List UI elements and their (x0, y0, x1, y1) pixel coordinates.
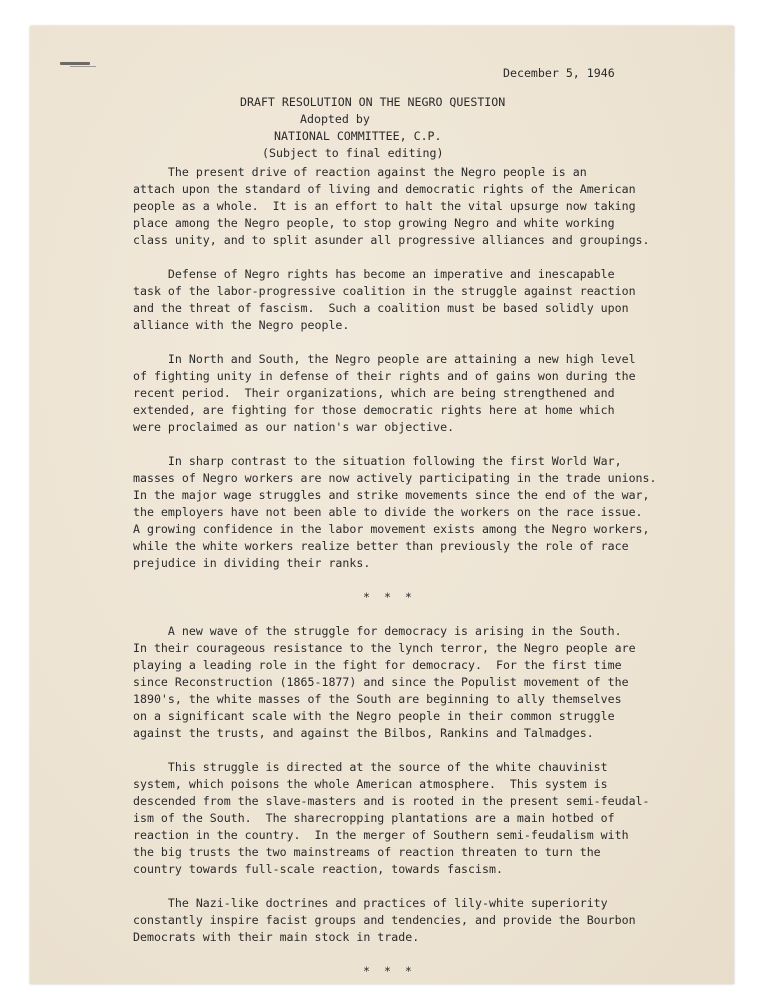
paragraph-line: In North and South, the Negro people are attaining a new high level (133, 352, 636, 366)
paragraph (133, 895, 713, 946)
paragraph-line: place among the Negro people, to stop growing Negro and white working (133, 216, 615, 230)
paragraph-line: This struggle is directed at the source of the white chauvinist (133, 760, 608, 774)
paragraph-line: and the threat of fascism. Such a coalition must be based solidly upon (133, 301, 629, 315)
paragraph-line: task of the labor-progressive coalition in the struggle against reaction (133, 284, 636, 298)
paragraph-line: In sharp contrast to the situation following the first World War, (133, 454, 622, 468)
paragraph (133, 759, 713, 878)
paragraph-line: the employers have not been able to divide the workers on the race issue. (133, 505, 643, 519)
paragraph-line: people as a whole. It is an effort to halt the vital upsurge now taking (133, 199, 636, 213)
paragraph-line: since Reconstruction (1865-1877) and since the Populist movement of the (133, 675, 629, 689)
document-page (30, 26, 734, 984)
paragraph (133, 164, 713, 249)
section-separator: * * * (363, 590, 412, 604)
heading-committee: NATIONAL COMMITTEE, C.P. (274, 129, 442, 143)
document-date: December 5, 1946 (503, 66, 615, 80)
paragraph-line: playing a leading role in the fight for democracy. For the first time (133, 658, 622, 672)
paragraph-line: on a significant scale with the Negro people in their common struggle (133, 709, 615, 723)
heading-note: (Subject to final editing) (262, 146, 444, 160)
paragraph-line: ism of the South. The sharecropping plantations are a main hotbed of (133, 811, 615, 825)
paragraph-line: recent period. Their organizations, which are being strengthened and (133, 386, 615, 400)
paragraph-line: were proclaimed as our nation's war objective. (133, 420, 455, 434)
paragraph-line: A new wave of the struggle for democracy is arising in the South. (133, 624, 622, 638)
paragraph-line: descended from the slave-masters and is rooted in the present semi-feudal- (133, 794, 650, 808)
paragraph-line: class unity, and to split asunder all progressive alliances and groupings. (133, 233, 650, 247)
staple-mark (60, 62, 90, 65)
paragraph-line: against the trusts, and against the Bilbos, Rankins and Talmadges. (133, 726, 594, 740)
paragraph (133, 266, 713, 334)
staple-shadow (70, 66, 96, 67)
paragraph-line: system, which poisons the whole American atmosphere. This system is (133, 777, 608, 791)
paragraph (133, 623, 713, 742)
paragraph-line: prejudice in dividing their ranks. (133, 556, 371, 570)
paragraph-line: attach upon the standard of living and democratic rights of the American (133, 182, 636, 196)
paragraph (133, 351, 713, 436)
paragraph-line: A growing confidence in the labor movement exists among the Negro workers, (133, 522, 650, 536)
section-separator: * * * (363, 964, 412, 978)
paragraph-line: masses of Negro workers are now actively participating in the trade unions. (133, 471, 657, 485)
paragraph-line: In the major wage struggles and strike movements since the end of the war, (133, 488, 650, 502)
paragraph-line: alliance with the Negro people. (133, 318, 350, 332)
heading-adopted: Adopted by (300, 112, 370, 126)
paragraph-line: extended, are fighting for those democratic rights here at home which (133, 403, 615, 417)
paragraph-line: constantly inspire facist groups and tendencies, and provide the Bourbon (133, 913, 636, 927)
paragraph-line: The present drive of reaction against the Negro people is an (133, 165, 587, 179)
paragraph-line: while the white workers realize better than previously the role of race (133, 539, 629, 553)
heading-title: DRAFT RESOLUTION ON THE NEGRO QUESTION (240, 95, 506, 109)
paragraph-line: country towards full-scale reaction, towards fascism. (133, 862, 503, 876)
paragraph-line: The Nazi-like doctrines and practices of lily-white superiority (133, 896, 608, 910)
paragraph-line: of fighting unity in defense of their rights and of gains won during the (133, 369, 636, 383)
document-body (133, 164, 713, 997)
paragraph-line: Defense of Negro rights has become an imperative and inescapable (133, 267, 615, 281)
paragraph-line: In their courageous resistance to the lynch terror, the Negro people are (133, 641, 636, 655)
paragraph-line: the big trusts the two mainstreams of reaction threaten to turn the (133, 845, 601, 859)
paragraph-line: Democrats with their main stock in trade. (133, 930, 420, 944)
paragraph-line: reaction in the country. In the merger of Southern semi-feudalism with (133, 828, 629, 842)
paragraph-line: 1890's, the white masses of the South are beginning to ally themselves (133, 692, 622, 706)
document-heading (240, 94, 505, 162)
paragraph (133, 453, 713, 572)
